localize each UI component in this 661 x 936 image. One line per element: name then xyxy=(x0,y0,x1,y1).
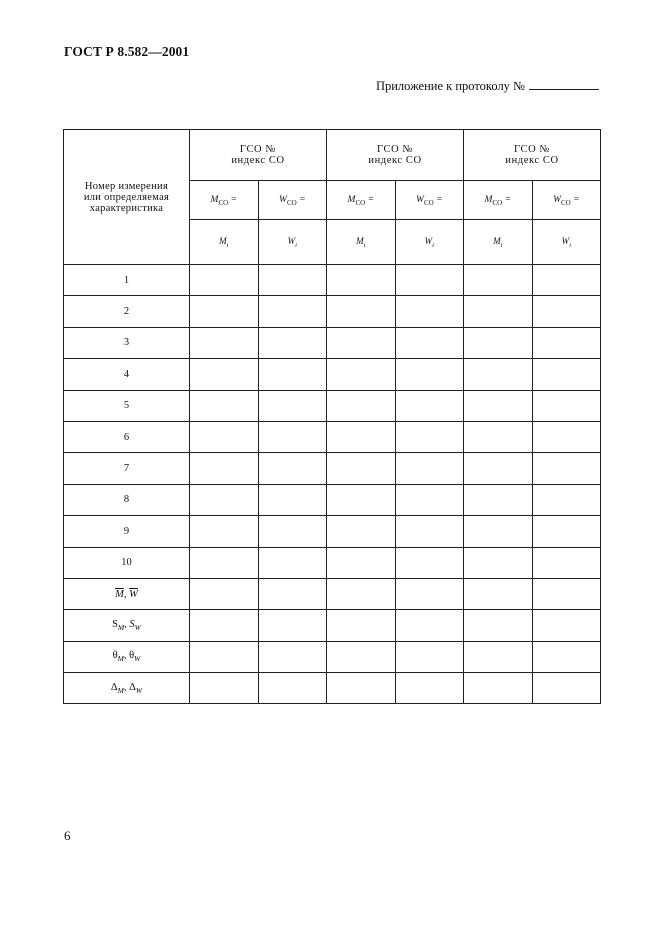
table-row-theta xyxy=(64,641,601,672)
data-cell xyxy=(190,547,259,578)
data-cell xyxy=(258,610,327,641)
data-cell xyxy=(532,547,601,578)
data-cell xyxy=(532,327,601,358)
table-row xyxy=(64,296,601,327)
measurement-number: 6 xyxy=(64,421,190,452)
table-row xyxy=(64,547,601,578)
gso-label: ГСО № xyxy=(513,144,551,155)
data-cell xyxy=(190,265,259,296)
data-cell xyxy=(327,610,396,641)
data-cell xyxy=(532,453,601,484)
gso-index-label: индекс СО xyxy=(231,155,285,166)
table-row xyxy=(64,390,601,421)
gso-label: ГСО № xyxy=(376,144,414,155)
table-row xyxy=(64,484,601,515)
data-cell xyxy=(464,359,533,390)
data-cell xyxy=(327,547,396,578)
data-cell xyxy=(464,327,533,358)
data-cell xyxy=(190,296,259,327)
measurement-number: 5 xyxy=(64,390,190,421)
measurement-table xyxy=(63,129,601,704)
data-cell xyxy=(464,578,533,609)
table-row xyxy=(64,453,601,484)
data-cell xyxy=(327,265,396,296)
data-cell xyxy=(464,265,533,296)
data-cell xyxy=(532,265,601,296)
table-row xyxy=(64,359,601,390)
data-cell xyxy=(258,641,327,672)
w-i-header-3: $W_i$ xyxy=(532,220,601,265)
data-cell xyxy=(258,296,327,327)
data-cell xyxy=(327,516,396,547)
data-cell xyxy=(532,516,601,547)
data-cell xyxy=(395,453,464,484)
data-cell xyxy=(327,641,396,672)
row-header-cell xyxy=(64,130,190,265)
m-co-header-3: $M_{СО}$ = xyxy=(464,181,533,220)
table-row xyxy=(64,327,601,358)
table-row-std xyxy=(64,610,601,641)
data-cell xyxy=(532,359,601,390)
w-co-header-2: $W_{СО}$ = xyxy=(395,181,464,220)
gso-index-label: индекс СО xyxy=(368,155,422,166)
delta-label: $\Delta_M$, $\Delta_W$ xyxy=(64,673,190,704)
measurement-number: 8 xyxy=(64,484,190,515)
data-cell xyxy=(395,327,464,358)
data-cell xyxy=(190,673,259,704)
row-header-line-2: или определяемая xyxy=(83,191,170,203)
m-co-header-2: $M_{СО}$ = xyxy=(327,181,396,220)
w-co-header-3: $W_{СО}$ = xyxy=(532,181,601,220)
data-cell xyxy=(190,327,259,358)
data-cell xyxy=(327,421,396,452)
data-cell xyxy=(395,265,464,296)
table-row xyxy=(64,516,601,547)
m-co-header-1: $M_{СО}$ = xyxy=(190,181,259,220)
m-i-header-2: $M_i$ xyxy=(327,220,396,265)
w-co-header-1: $W_{СО}$ = xyxy=(258,181,327,220)
data-cell xyxy=(532,673,601,704)
data-cell xyxy=(190,484,259,515)
data-cell xyxy=(532,578,601,609)
data-cell xyxy=(464,484,533,515)
data-cell xyxy=(464,547,533,578)
data-cell xyxy=(327,578,396,609)
w-i-header-2: $W_i$ xyxy=(395,220,464,265)
page-number: 6 xyxy=(64,828,71,843)
data-cell xyxy=(258,547,327,578)
data-cell xyxy=(190,578,259,609)
data-cell xyxy=(532,296,601,327)
data-cell xyxy=(258,327,327,358)
gso-index-label: индекс СО xyxy=(505,155,559,166)
measurement-number: 2 xyxy=(64,296,190,327)
m-i-header-1: $M_i$ xyxy=(190,220,259,265)
data-cell xyxy=(327,296,396,327)
document-title: ГОСТ Р 8.582—2001 xyxy=(64,44,190,59)
data-cell xyxy=(190,610,259,641)
data-cell xyxy=(532,610,601,641)
data-cell xyxy=(532,390,601,421)
data-cell xyxy=(190,390,259,421)
std-label: $S_M$, $S_W$ xyxy=(64,610,190,641)
table-row xyxy=(64,265,601,296)
measurement-number: 1 xyxy=(64,265,190,296)
row-header-line-3: характеристика xyxy=(89,202,164,214)
data-cell xyxy=(190,359,259,390)
data-cell xyxy=(258,484,327,515)
mean-label: $\overline{M}$, $\overline{W}$ xyxy=(64,578,190,609)
gso-group-1 xyxy=(190,130,327,181)
data-cell xyxy=(464,390,533,421)
m-i-header-3: $M_i$ xyxy=(464,220,533,265)
gso-label: ГСО № xyxy=(239,144,277,155)
data-cell xyxy=(395,641,464,672)
gso-group-2 xyxy=(327,130,464,181)
data-cell xyxy=(327,390,396,421)
data-cell xyxy=(395,610,464,641)
data-cell xyxy=(395,390,464,421)
data-cell xyxy=(258,453,327,484)
theta-label: $\theta_M$, $\theta_W$ xyxy=(64,641,190,672)
table-row xyxy=(64,421,601,452)
appendix-line xyxy=(376,79,599,94)
data-cell xyxy=(327,484,396,515)
table-row-mean xyxy=(64,578,601,609)
data-cell xyxy=(258,265,327,296)
data-cell xyxy=(395,673,464,704)
data-cell xyxy=(190,516,259,547)
data-cell xyxy=(327,359,396,390)
data-cell xyxy=(464,516,533,547)
measurement-number: 10 xyxy=(64,547,190,578)
appendix-text: Приложение к протоколу № xyxy=(375,79,525,93)
data-cell xyxy=(258,516,327,547)
measurement-number: 9 xyxy=(64,516,190,547)
gso-group-3 xyxy=(464,130,601,181)
measurement-number: 3 xyxy=(64,327,190,358)
data-cell xyxy=(327,327,396,358)
data-cell xyxy=(532,421,601,452)
data-cell xyxy=(464,296,533,327)
data-cell xyxy=(464,453,533,484)
data-cell xyxy=(395,359,464,390)
data-cell xyxy=(532,484,601,515)
data-cell xyxy=(395,421,464,452)
data-cell xyxy=(258,578,327,609)
measurement-number: 7 xyxy=(64,453,190,484)
data-cell xyxy=(190,641,259,672)
data-cell xyxy=(395,516,464,547)
protocol-number-blank xyxy=(529,79,599,90)
row-header-line-1: Номер измерения xyxy=(84,180,169,192)
data-cell xyxy=(464,610,533,641)
data-cell xyxy=(464,421,533,452)
data-cell xyxy=(395,296,464,327)
data-cell xyxy=(258,390,327,421)
data-cell xyxy=(190,421,259,452)
data-cell xyxy=(395,547,464,578)
data-cell xyxy=(464,673,533,704)
data-cell xyxy=(532,641,601,672)
data-cell xyxy=(258,359,327,390)
data-cell xyxy=(395,484,464,515)
table-row-delta xyxy=(64,673,601,704)
data-cell xyxy=(327,453,396,484)
data-cell xyxy=(258,673,327,704)
w-i-header-1: $W_i$ xyxy=(258,220,327,265)
data-cell xyxy=(395,578,464,609)
data-cell xyxy=(258,421,327,452)
data-cell xyxy=(327,673,396,704)
measurement-number: 4 xyxy=(64,359,190,390)
data-cell xyxy=(464,641,533,672)
data-cell xyxy=(190,453,259,484)
